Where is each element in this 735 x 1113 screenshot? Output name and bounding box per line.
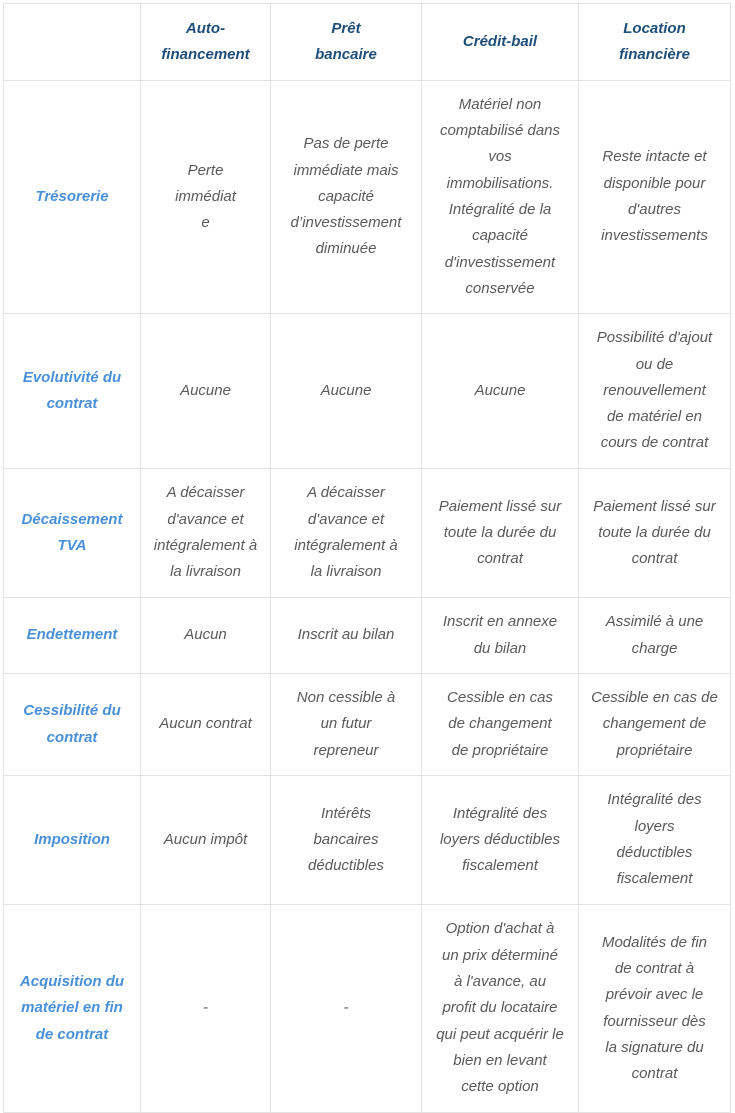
table-cell: Matériel non comptabilisé dans vos immobilisations. Intégralité de la capacité d'investissement conservée: [422, 81, 579, 314]
table-row: [4, 905, 731, 1113]
table-row: [4, 81, 731, 314]
table-cell: Aucune: [271, 314, 422, 469]
comparison-table: [3, 3, 731, 1113]
table-header: [4, 4, 731, 81]
table-row: [4, 776, 731, 905]
table-cell: Non cessible à un futur repreneur: [271, 674, 422, 776]
table-cell: Pas de perte immédiate mais capacité d’investissement diminuée: [271, 81, 422, 314]
table-cell: Cessible en cas de changement de propriétaire: [579, 674, 731, 776]
table-cell: Assimilé à une charge: [579, 598, 731, 674]
table-row: [4, 598, 731, 674]
table-cell: -: [141, 905, 271, 1113]
header-corner-cell: [4, 4, 141, 81]
table-cell: Inscrit en annexe du bilan: [422, 598, 579, 674]
table-cell: Aucune: [422, 314, 579, 469]
table-row: [4, 469, 731, 598]
row-label: Trésorerie: [4, 81, 141, 314]
header-pret-bancaire: Prêt bancaire: [271, 4, 422, 81]
table-cell: Reste intacte et disponible pour d'autres investissements: [579, 81, 731, 314]
row-label: Cessibilité du contrat: [4, 674, 141, 776]
table-cell: Option d'achat à un prix déterminé à l'avance, au profit du locataire qui peut acquérir le bien en levant cette option: [422, 905, 579, 1113]
table-cell: A décaisser d'avance et intégralement à la livraison: [141, 469, 271, 598]
row-label: Endettement: [4, 598, 141, 674]
table-cell: Inscrit au bilan: [271, 598, 422, 674]
table-cell: -: [271, 905, 422, 1113]
header-location-financiere: Location financière: [579, 4, 731, 81]
table-cell: Aucun contrat: [141, 674, 271, 776]
row-label: Décaissement TVA: [4, 469, 141, 598]
table-cell: Aucun impôt: [141, 776, 271, 905]
table-row: [4, 314, 731, 469]
table-row: [4, 674, 731, 776]
row-label: Acquisition du matériel en fin de contrat: [4, 905, 141, 1113]
table-cell: Aucune: [141, 314, 271, 469]
table-cell: Paiement lissé sur toute la durée du contrat: [422, 469, 579, 598]
row-label: Imposition: [4, 776, 141, 905]
table-cell: Paiement lissé sur toute la durée du contrat: [579, 469, 731, 598]
table-cell: Possibilité d'ajout ou de renouvellement de matériel en cours de contrat: [579, 314, 731, 469]
header-auto-financement: Auto-financement: [141, 4, 271, 81]
header-row: [4, 4, 731, 81]
table-body: [4, 81, 731, 1113]
table-cell: Modalités de fin de contrat à prévoir avec le fournisseur dès la signature du contrat: [579, 905, 731, 1113]
table-cell: A décaisser d'avance et intégralement à la livraison: [271, 469, 422, 598]
table-cell: Intégralité des loyers déductibles fiscalement: [422, 776, 579, 905]
header-credit-bail: Crédit-bail: [422, 4, 579, 81]
table-cell: Intégralité des loyers déductibles fiscalement: [579, 776, 731, 905]
table-cell: Cessible en cas de changement de propriétaire: [422, 674, 579, 776]
table-cell: Perte immédiate: [141, 81, 271, 314]
table-cell: Intérêts bancaires déductibles: [271, 776, 422, 905]
table-cell: Aucun: [141, 598, 271, 674]
row-label: Evolutivité du contrat: [4, 314, 141, 469]
